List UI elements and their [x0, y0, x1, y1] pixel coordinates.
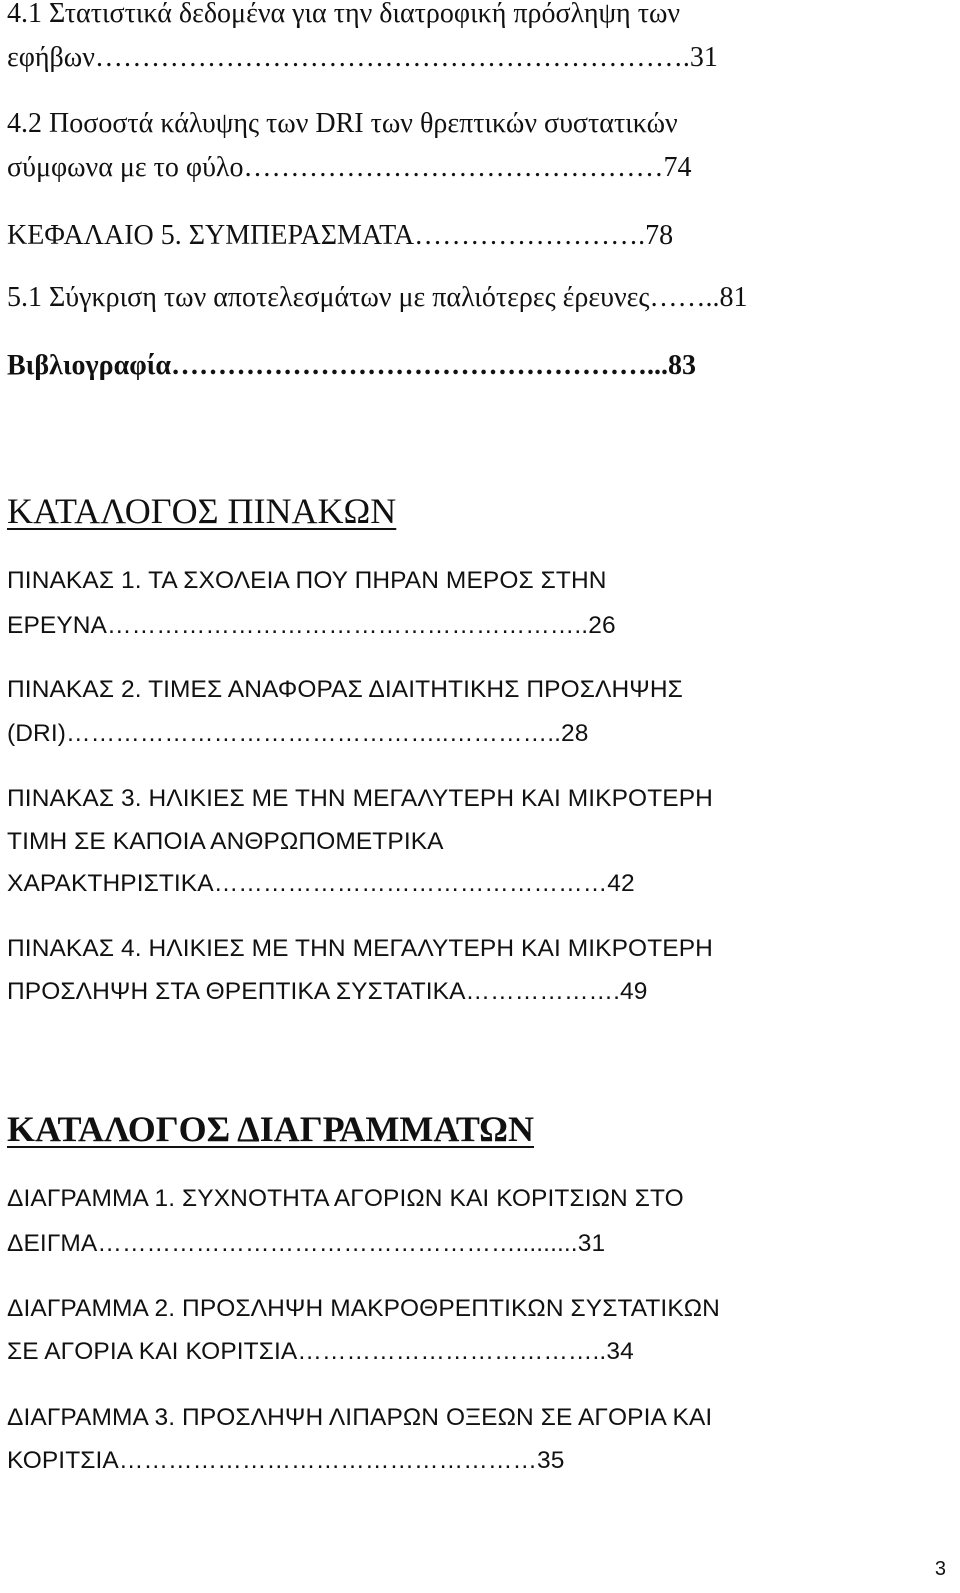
- table-entry-4-line1[interactable]: ΠΙΝΑΚΑΣ 4. ΗΛΙΚΙΕΣ ΜΕ ΤΗΝ ΜΕΓΑΛΥΤΕΡΗ ΚΑΙ ΜΙΚΡΟΤΕΡΗ: [7, 935, 713, 962]
- diagram-entry-2-line2[interactable]: ΣΕ ΑΓΟΡΙΑ ΚΑΙ ΚΟΡΙΤΣΙΑ………………………………..34: [7, 1338, 634, 1365]
- diagram-entry-3-line1[interactable]: ΔΙΑΓΡΑΜΜΑ 3. ΠΡΟΣΛΗΨΗ ΛΙΠΑΡΩΝ ΟΞΕΩΝ ΣΕ ΑΓΟΡΙΑ ΚΑΙ: [7, 1404, 713, 1431]
- table-entry-1-line2[interactable]: ΕΡΕΥΝΑ…………………………………………………..26: [7, 612, 616, 639]
- diagram-entry-2-line1[interactable]: ΔΙΑΓΡΑΜΜΑ 2. ΠΡΟΣΛΗΨΗ ΜΑΚΡΟΘΡΕΠΤΙΚΩΝ ΣΥΣΤΑΤΙΚΩΝ: [7, 1295, 720, 1322]
- toc-entry-5-1[interactable]: 5.1 Σύγκριση των αποτελεσμάτων με παλιότερες έρευνες……..81: [7, 282, 748, 313]
- table-entry-2-line2[interactable]: (DRI)………………………………………..…………..28: [7, 720, 589, 747]
- table-entry-2-line1[interactable]: ΠΙΝΑΚΑΣ 2. ΤΙΜΕΣ ΑΝΑΦΟΡΑΣ ΔΙΑΙΤΗΤΙΚΗΣ ΠΡΟΣΛΗΨΗΣ: [7, 676, 683, 703]
- table-entry-3-line2[interactable]: ΤΙΜΗ ΣΕ ΚΑΠΟΙΑ ΑΝΘΡΩΠΟΜΕΤΡΙΚΑ: [7, 828, 444, 855]
- table-entry-3-line1[interactable]: ΠΙΝΑΚΑΣ 3. ΗΛΙΚΙΕΣ ΜΕ ΤΗΝ ΜΕΓΑΛΥΤΕΡΗ ΚΑΙ ΜΙΚΡΟΤΕΡΗ: [7, 785, 713, 812]
- diagram-entry-1-line1[interactable]: ΔΙΑΓΡΑΜΜΑ 1. ΣΥΧΝΟΤΗΤΑ ΑΓΟΡΙΩΝ ΚΑΙ ΚΟΡΙΤΣΙΩΝ ΣΤΟ: [7, 1185, 684, 1212]
- toc-entry-4-1-line1[interactable]: 4.1 Στατιστικά δεδομένα για την διατροφική πρόσληψη των: [7, 0, 681, 29]
- table-entry-3-line3[interactable]: ΧΑΡΑΚΤΗΡΙΣΤΙΚΑ…………………………………………42: [7, 870, 635, 897]
- diagram-entry-1-line2[interactable]: ΔΕΙΓΜΑ…………………………………………….........31: [7, 1230, 606, 1257]
- toc-entry-bibliography[interactable]: Βιβλιογραφία……………………………………………...83: [7, 350, 697, 381]
- diagram-entry-3-line2[interactable]: ΚΟΡΙΤΣΙΑ……………………………………………35: [7, 1447, 565, 1474]
- toc-entry-4-2-line2[interactable]: σύμφωνα με το φύλο………………………………………74: [7, 152, 692, 183]
- page-number: 3: [934, 1558, 946, 1580]
- toc-entry-chapter-5[interactable]: ΚΕΦΑΛΑΙΟ 5. ΣΥΜΠΕΡΑΣΜΑΤΑ…………………….78: [7, 220, 674, 251]
- diagrams-list-heading: ΚΑΤΑΛΟΓΟΣ ΔΙΑΓΡΑΜΜΑΤΩΝ: [7, 1109, 535, 1149]
- table-entry-4-line2[interactable]: ΠΡΟΣΛΗΨΗ ΣΤΑ ΘΡΕΠΤΙΚΑ ΣΥΣΤΑΤΙΚΑ……………….49: [7, 978, 648, 1005]
- table-entry-1-line1[interactable]: ΠΙΝΑΚΑΣ 1. ΤΑ ΣΧΟΛΕΙΑ ΠΟΥ ΠΗΡΑΝ ΜΕΡΟΣ ΣΤΗΝ: [7, 567, 607, 594]
- toc-entry-4-2-line1[interactable]: 4.2 Ποσοστά κάλυψης των DRI των θρεπτικών συστατικών: [7, 108, 678, 139]
- tables-list-heading: ΚΑΤΑΛΟΓΟΣ ΠΙΝΑΚΩΝ: [7, 491, 397, 531]
- toc-entry-4-1-line2[interactable]: εφήβων……………………………………………………….31: [7, 42, 718, 73]
